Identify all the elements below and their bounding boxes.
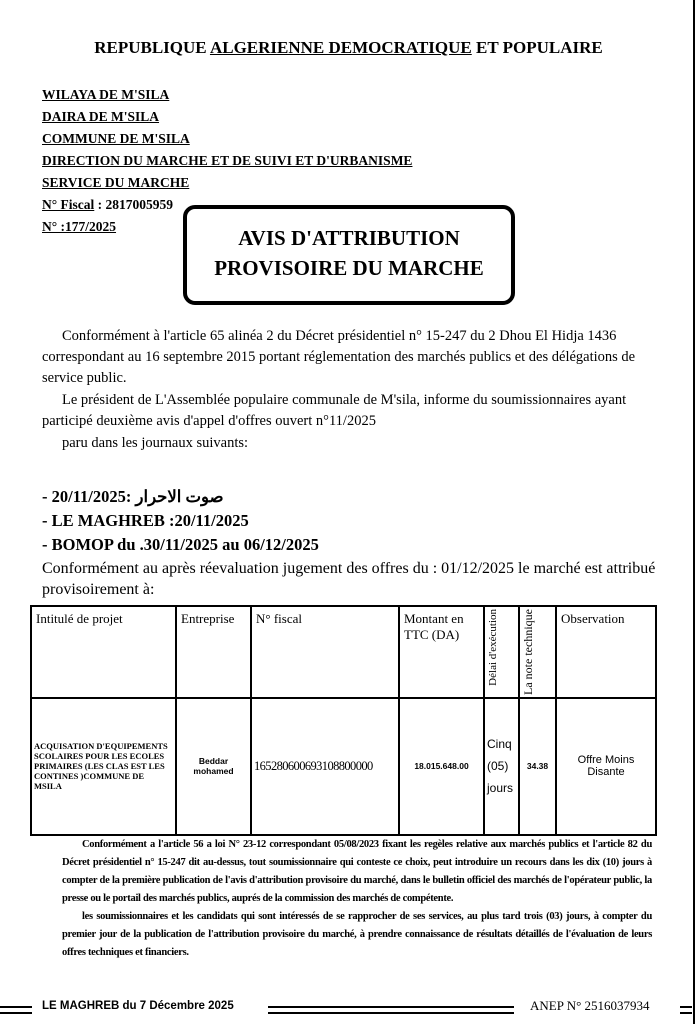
col-header: Délai d'exécution (487, 609, 499, 686)
notice-title-line1: AVIS D'ATTRIBUTION (238, 226, 460, 250)
notice-title-line2: PROVISOIRE DU MARCHE (214, 256, 484, 280)
appeal-note: Conformément a l'article 56 a loi N° 23-12 correspondant 05/08/2023 fixant les regèles relative aux marchés publics et l'article 82 du Décret présidentiel n° 15-247 dit au-dessus, tout soumissionnaire qui conteste ce choix, peut introduire un recours dans les dix (10) jours à compter de la première publication de l'avis d'attribution provisoire du marché, dans le bulletin officiel des marchés de l'opérateur public, la presse ou le portail des marchés publics, auprés de la commission des marchés de compétente. (62, 839, 652, 904)
score-cell: 34.38 (519, 698, 556, 835)
service: SERVICE DU MARCHE (42, 175, 190, 190)
company-cell: Beddar mohamed (176, 698, 251, 835)
legal-paragraph: Conformément à l'article 65 alinéa 2 du Décret présidentiel n° 15-247 du 2 Dhou El Hidja 1436 correspondant au 16 septembre 2015 portant réglementation des marchés publics et des délégations de service public. (42, 328, 636, 386)
col-header: La note technique (521, 609, 535, 695)
attribution-paragraph: Conformément au après réevaluation jugement des offres du : 01/12/2025 le marché est attribué provisoirement à: (42, 560, 656, 598)
amount-cell: 18.015.648.00 (399, 698, 484, 835)
page-edge (693, 0, 695, 1024)
journal-item: - LE MAGHREB :20/11/2025 (42, 511, 249, 530)
reference-number: N° :177/2025 (42, 219, 117, 234)
page-footer (0, 1000, 697, 1016)
observation-cell: Offre Moins Disante (556, 698, 656, 835)
col-header: Montant en TTC (DA) (399, 606, 484, 698)
journals-intro: paru dans les journaux suivants: (62, 435, 249, 451)
col-header: Entreprise (176, 606, 251, 698)
table-row (31, 698, 656, 835)
republic-title: REPUBLIQUE ALGERIENNE DEMOCRATIQUE ET POPULAIRE (94, 38, 603, 57)
journal-item: - صوت الاحرار :20/11/2025 (42, 487, 224, 506)
fiscal-value: : 2817005959 (97, 197, 174, 212)
president-paragraph: Le président de L'Assemblée populaire communale de M'sila, informe du soumissionnaires ayant participé deuxième avis d'appel d'offres ouvert n°11/2025 (42, 392, 627, 429)
commune: COMMUNE DE M'SILA (42, 131, 190, 146)
col-header: Observation (556, 606, 656, 698)
project-cell: ACQUISATION D'EQUIPEMENTS SCOLAIRES POUR LES ECOLES PRIMAIRES (LES CLAS EST LES CONTINES )COMMUNE DE MSILA (31, 698, 176, 835)
fiscal-label: N° Fiscal (42, 197, 95, 212)
publication-date: LE MAGHREB du 7 Décembre 2025 (42, 1000, 234, 1012)
attribution-table (30, 605, 657, 836)
notice-title-box (183, 205, 515, 305)
daira: DAIRA DE M'SILA (42, 109, 160, 124)
journal-item: - BOMOP du .30/11/2025 au 06/12/2025 (42, 535, 319, 554)
appeal-notes (62, 836, 652, 962)
wilaya: WILAYA DE M'SILA (42, 87, 170, 102)
anep-number: ANEP N° 2516037934 (530, 998, 650, 1013)
consultation-note: les soumissionnaires et les candidats qui sont intéressés de se rapprocher de ses services, au plus tard trois (03) jours, à compter du premier jour de la publication de l'attribution provisoire du marché, à prendre connaissance de résultats détaillés de l'évaluation de leurs offres techniques et financiers. (62, 911, 652, 958)
journals-list (42, 485, 319, 557)
table-header-row (31, 606, 656, 698)
col-header: Intitulé de projet (31, 606, 176, 698)
direction: DIRECTION DU MARCHE ET DE SUIVI ET D'URBANISME (42, 153, 413, 168)
delay-cell: Cinq (05) jours (484, 698, 519, 835)
col-header: N° fiscal (251, 606, 399, 698)
fiscal-cell: 165280600693108800000 (251, 698, 399, 835)
